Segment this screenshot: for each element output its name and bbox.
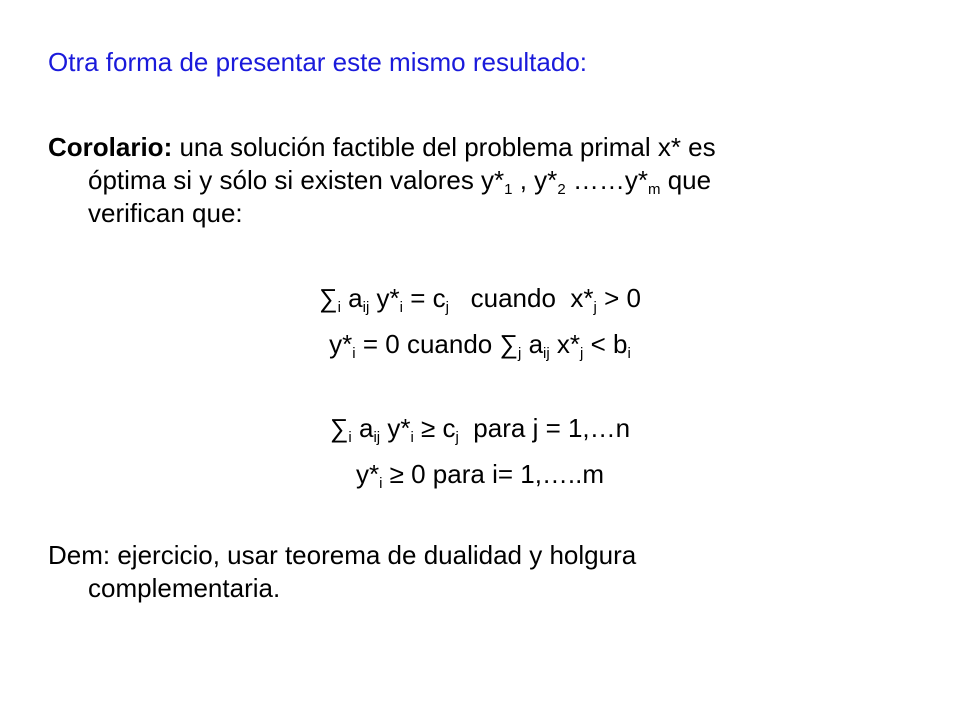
formula-text: ≥ c <box>413 413 456 443</box>
subscript: 2 <box>557 181 566 198</box>
formula-text: y* <box>329 329 353 359</box>
corollary-line-1 <box>48 131 908 164</box>
subscript: j <box>445 299 449 316</box>
dem-line-1: Dem: ejercicio, usar teorema de dualidad y holgura <box>48 540 637 570</box>
corollary-text-2c: ……y* <box>565 165 648 195</box>
subscript: i <box>627 345 631 362</box>
subscript: ij <box>362 299 370 316</box>
subscript: j <box>455 429 459 446</box>
corollary-text-2b: , y* <box>512 165 558 195</box>
subscript: i <box>337 299 341 316</box>
subscript: i <box>379 475 383 492</box>
subscript: i <box>348 429 352 446</box>
subscript: m <box>648 181 661 198</box>
corollary-paragraph <box>48 131 908 230</box>
corollary-label: Corolario: <box>48 132 173 162</box>
subscript: 1 <box>504 181 513 198</box>
formula-text: x* <box>549 329 581 359</box>
formula-text: < b <box>583 329 628 359</box>
formula-text: = c <box>402 283 446 313</box>
corollary-text-2a: óptima si y sólo si existen valores y* <box>88 165 505 195</box>
corollary-line-3: verifican que: <box>88 198 243 228</box>
formula-text: cuando x* <box>448 283 594 313</box>
formula-text: a <box>340 283 363 313</box>
formula-text: = 0 cuando ∑ <box>355 329 518 359</box>
subscript: i <box>352 345 356 362</box>
formula-text: ≥ 0 para i= 1,…..m <box>382 459 605 489</box>
subscript: j <box>518 345 522 362</box>
demonstration-paragraph <box>48 539 908 605</box>
subscript: j <box>580 345 584 362</box>
corollary-text-2d: que <box>660 165 712 195</box>
formula-text: y* <box>355 459 380 489</box>
slide-heading: Otra forma de presentar este mismo resultado: <box>48 47 588 77</box>
formula-complementary-dual <box>0 282 960 314</box>
corollary-line-2 <box>48 164 908 197</box>
formula-text: > 0 <box>596 283 641 313</box>
formula-dual-feasibility <box>0 412 960 444</box>
subscript: ij <box>373 429 381 446</box>
formula-text: a <box>521 329 544 359</box>
formula-text: y* <box>369 283 400 313</box>
formula-text: para j = 1,…n <box>458 413 631 443</box>
formula-text: y* <box>380 413 411 443</box>
formula-text: a <box>351 413 374 443</box>
corollary-text-1: una solución factible del problema primal x* es <box>172 132 716 162</box>
subscript: ij <box>543 345 550 362</box>
formula-complementary-primal <box>0 328 960 360</box>
subscript: i <box>399 299 403 316</box>
subscript: i <box>410 429 414 446</box>
formula-nonnegativity <box>0 458 960 490</box>
sum-symbol: ∑ <box>329 413 349 443</box>
dem-line-2: complementaria. <box>88 573 281 603</box>
subscript: j <box>593 299 597 316</box>
sum-symbol: ∑ <box>319 283 338 313</box>
